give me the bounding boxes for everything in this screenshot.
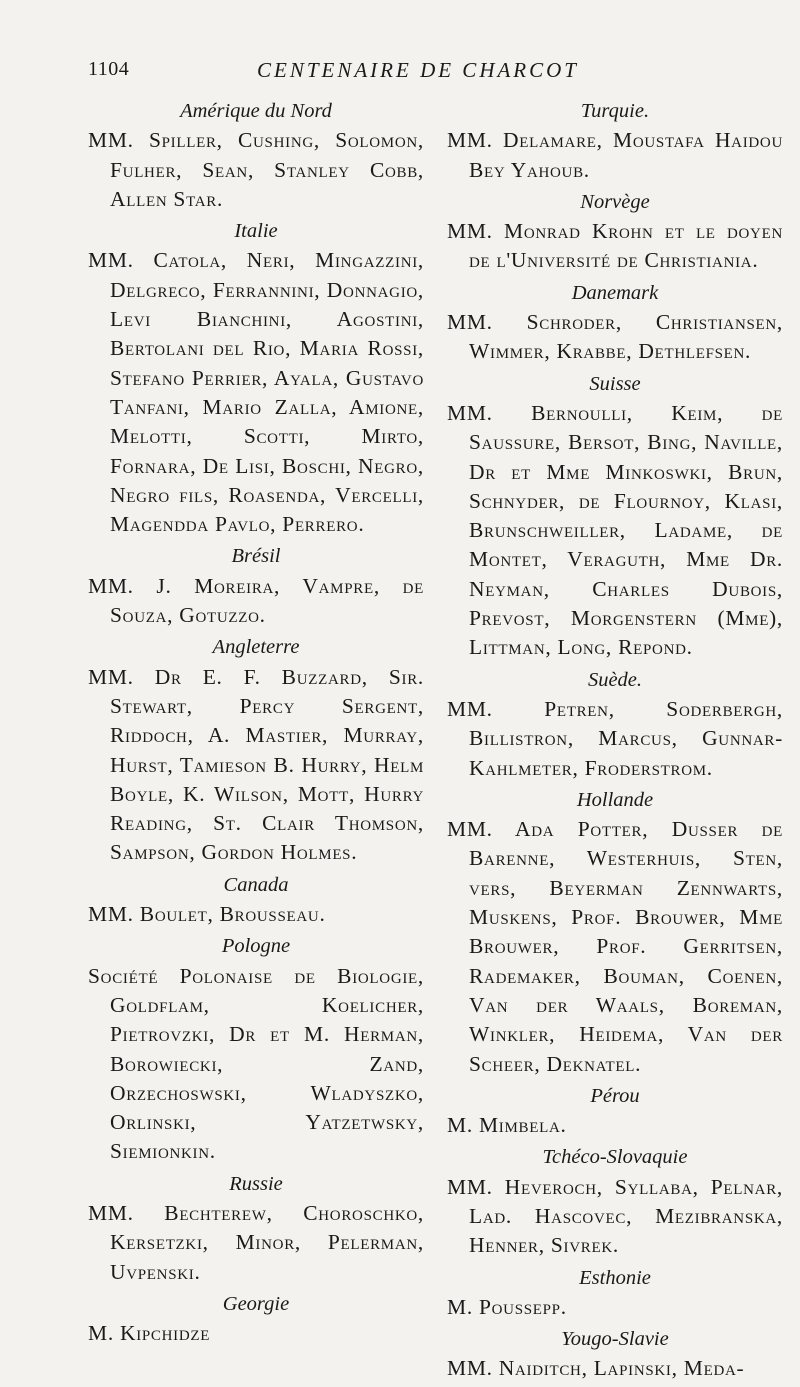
attendee-list: MM. Dr E. F. Buzzard, Sir. Stewart, Percy Sergent, Riddoch, A. Mastier, Murray, Hurst, Tamieson B. Hurry, Helm Boyle, K. Wilson, Mott, Hurry Reading, St. Clair Thomson, Sampson, Gordon Holmes.: [88, 664, 424, 865]
attendee-list: MM. Boulet, Brousseau.: [88, 902, 326, 927]
country-heading: Brésil: [231, 545, 281, 568]
section-danemark: [447, 279, 783, 367]
country-heading: Pérou: [590, 1084, 640, 1107]
country-heading: Turquie.: [580, 100, 650, 122]
country-heading: Pologne: [221, 935, 291, 958]
section-esthonie: [447, 1264, 783, 1323]
country-heading: Suisse: [589, 372, 641, 395]
country-heading: Italie: [234, 220, 278, 243]
running-title: CENTENAIRE DE CHARCOT: [256, 58, 579, 82]
attendee-list: MM. J. Moreira, Vampre, de Souza, Gotuzzo.: [88, 573, 424, 628]
country-heading: Danemark: [571, 281, 659, 304]
attendee-list: M. Poussepp.: [447, 1294, 567, 1319]
section-russie: [88, 1170, 424, 1287]
attendee-list: MM. Heveroch, Syllaba, Pelnar, Lad. Hascovec, Mezibranska, Henner, Sivrek.: [447, 1174, 783, 1258]
country-heading: Yougo-Slavie: [561, 1328, 669, 1351]
attendee-list: Société Polonaise de Biologie, Goldflam, Koelicher, Pietrovzki, Dr et M. Herman, Borowiecki, Zand, Orzechoswski, Wladyszko, Orlinski, Yatzetwsky, Siemionkin.: [88, 963, 424, 1164]
section-yougo-slavie: [447, 1325, 783, 1384]
country-heading: Suède.: [587, 668, 643, 691]
section-hollande: [447, 786, 783, 1079]
attendee-list: MM. Bernoulli, Keim, de Saussure, Bersot, Bing, Naville, Dr et Mme Minkoswki, Brun, Schnyder, de Flournoy, Klasi, Brunschweiller, Ladame, de Montet, Veraguth, Mme Dr. Neyman, Charles Dubois, Prevost, Morgenstern (Mme), Littman, Long, Repond.: [447, 400, 783, 660]
section-suisse: [447, 370, 783, 663]
attendee-list: MM. Ada Potter, Dusser de Barenne, Westerhuis, Sten, vers, Beyerman Zennwarts, Muskens, Prof. Brouwer, Mme Brouwer, Prof. Gerritsen, Rademaker, Bouman, Coenen, Van der Waals, Boreman, Winkler, Heidema, Van der Scheer, Deknatel.: [447, 817, 783, 1076]
attendee-list: MM. Monrad Krohn et le doyen de l'Université de Christiania.: [447, 219, 783, 273]
attendee-list: MM. Spiller, Cushing, Solomon, Fulher, Sean, Stanley Cobb, Allen Star.: [88, 128, 424, 211]
attendee-list: MM. Petren, Soderbergh, Billistron, Marcus, Gunnar-Kahlmeter, Froderstrom.: [447, 696, 783, 780]
attendee-list: MM. Naiditch, Lapinski, Meda-: [447, 1356, 745, 1381]
attendee-list: MM. Catola, Neri, Mingazzini, Delgreco, Ferrannini, Donnagio, Levi Bianchini, Agostini, Bertolani del Rio, Maria Rossi, Stefano Perrier, Ayala, Gustavo Tanfani, Mario Zalla, Amione, Melotti, Scotti, Mirto, Fornara, De Lisi, Boschi, Negro, Negro fils, Roasenda, Vercelli, Magendda Pavlo, Perrero.: [88, 248, 424, 537]
country-heading: Tchéco-Slovaquie: [542, 1146, 688, 1169]
section-amerique-du-nord: [88, 97, 424, 214]
attendee-list: M. Kipchidze: [88, 1321, 211, 1346]
country-heading: Esthonie: [579, 1266, 651, 1289]
page-number: 1104: [88, 58, 130, 80]
country-heading: Canada: [223, 873, 289, 896]
country-heading: Angleterre: [212, 636, 300, 659]
left-column: [88, 96, 424, 1351]
attendee-list: MM. Delamare, Moustafa Haidou Bey Yahoub.: [447, 128, 783, 182]
country-heading: Amérique du Nord: [180, 100, 332, 122]
section-georgie: [88, 1290, 424, 1349]
section-canada: [88, 871, 424, 930]
country-heading: Russie: [229, 1172, 283, 1195]
section-tcheco-slovaquie: [447, 1143, 783, 1260]
section-norvege: [447, 188, 783, 276]
attendee-list: MM. Schroder, Christiansen, Wimmer, Krabbe, Dethlefsen.: [447, 310, 783, 364]
section-italie: [88, 217, 424, 539]
section-turquie: [447, 97, 783, 185]
section-perou: [447, 1082, 783, 1141]
section-pologne: [88, 932, 424, 1166]
right-column: [447, 96, 783, 1387]
section-suede: [447, 666, 783, 783]
section-bresil: [88, 542, 424, 630]
country-heading: Hollande: [576, 788, 654, 811]
page-header: [88, 58, 748, 92]
country-heading: Norvège: [580, 190, 650, 213]
attendee-list: M. Mimbela.: [447, 1113, 567, 1138]
section-angleterre: [88, 633, 424, 867]
country-heading: Georgie: [222, 1292, 290, 1315]
attendee-list: MM. Bechterew, Choroschko, Kersetzki, Minor, Pelerman, Uvpenski.: [88, 1200, 424, 1284]
